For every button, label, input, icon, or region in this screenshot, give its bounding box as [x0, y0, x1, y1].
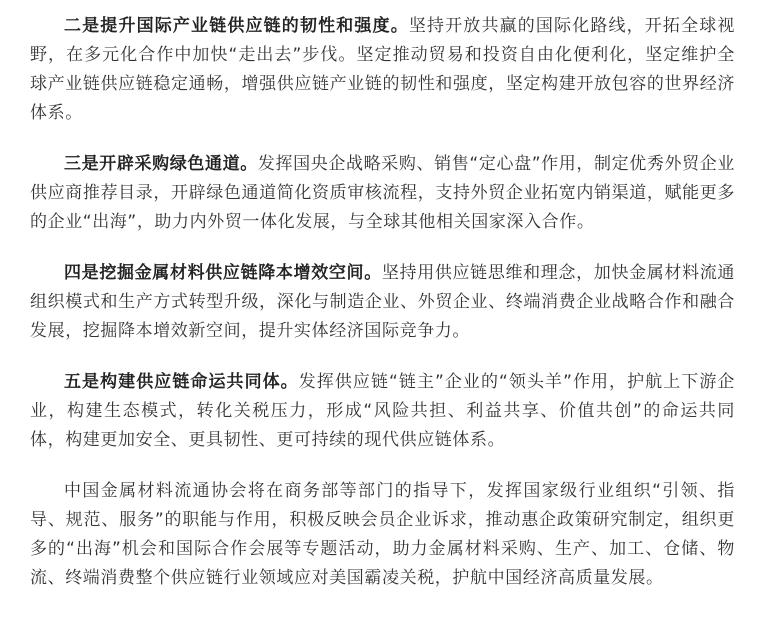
paragraph-text: 坚持开放共赢的国际化路线，开拓全球视野，在多元化合作中加快“走出去”步伐。坚定推动贸易和投资自由化便利化，坚定维护全球产业链供应链稳定通畅，增强供应链产业链的韧性和强度，坚定构建开放包容的世界经济体系。: [30, 16, 735, 123]
paragraph-community: [30, 368, 735, 455]
paragraph-text: 坚持用供应链思维和理念，加快金属材料流通组织模式和生产方式转型升级，深化与制造企业、外贸企业、终端消费企业战略合作和融合发展，挖掘降本增效新空间，提升实体经济国际竞争力。: [30, 263, 735, 341]
paragraph-lead: 五是构建供应链命运共同体。: [64, 372, 299, 392]
paragraph-text: 发挥供应链“链主”企业的“领头羊”作用，护航上下游企业，构建生态模式，转化关税压力，形成“风险共担、利益共享、价值共创”的命运共同体，构建更加安全、更具韧性、更可持续的现代供应链体系。: [30, 372, 735, 450]
paragraph-text: 发挥国央企战略采购、销售“定心盘”作用，制定优秀外贸企业供应商推荐目录，开辟绿色通道简化资质审核流程，支持外贸企业拓宽内销渠道，赋能更多的企业“出海”，助力内外贸一体化发展，与全球其他相关国家深入合作。: [30, 154, 735, 232]
paragraph-lead: 三是开辟采购绿色通道。: [64, 154, 258, 174]
paragraph-association-statement: [30, 477, 735, 593]
paragraph-supply-chain-resilience: [30, 12, 735, 128]
paragraph-text: 中国金属材料流通协会将在商务部等部门的指导下，发挥国家级行业组织“引领、指导、规范、服务”的职能与作用，积极反映会员企业诉求，推动惠企政策研究制定，组织更多的“出海”机会和国际合作会展等专题活动，助力金属材料采购、生产、加工、仓储、物流、终端消费整个供应链行业领域应对美国霸凌关税，护航中国经济高质量发展。: [30, 481, 735, 588]
paragraph-cost-reduction: [30, 259, 735, 346]
paragraph-lead: 二是提升国际产业链供应链的韧性和强度。: [64, 16, 409, 36]
paragraph-lead: 四是挖掘金属材料供应链降本增效空间。: [64, 263, 382, 283]
paragraph-green-channel: [30, 150, 735, 237]
